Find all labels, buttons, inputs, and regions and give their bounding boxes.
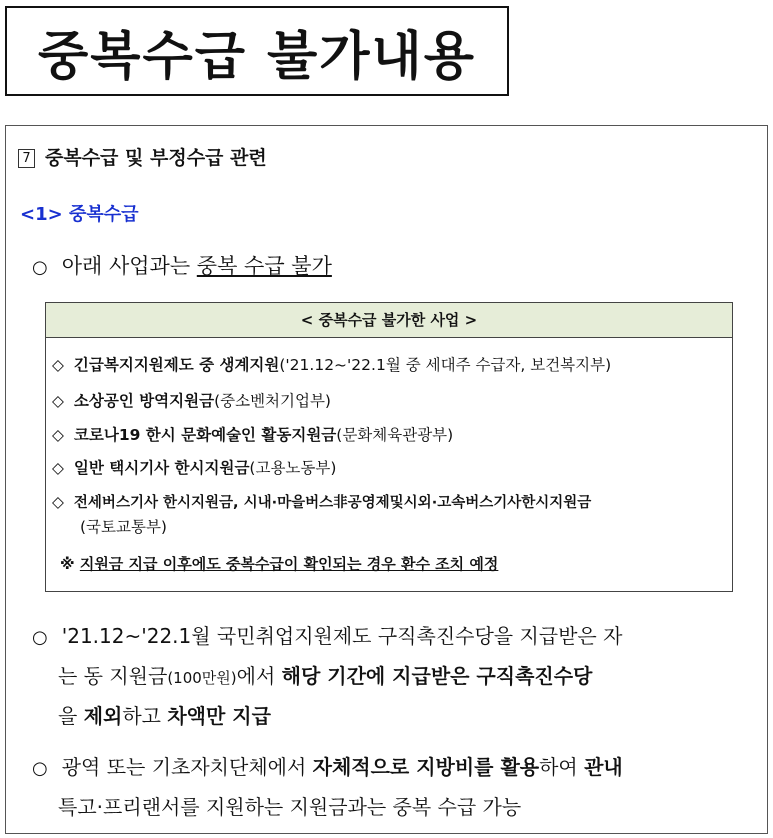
item-title: 코로나19 한시 문화예술인 활동지원금 (73, 426, 337, 444)
note-mark-icon: ※ (60, 555, 75, 573)
list-item (52, 490, 722, 539)
diamond-bullet-icon: ◇ (52, 356, 64, 374)
bullet-intro-underlined: 중복 수급 불가 (196, 254, 332, 278)
list-item (52, 423, 453, 445)
note-text: 지원금 지급 이후에도 중복수급이 확인되는 경우 환수 조치 예정 (79, 555, 499, 573)
list-item (52, 353, 611, 375)
diamond-bullet-icon: ◇ (52, 459, 64, 477)
para2-bold: 특고·프리랜서를 지원하는 지원금과는 (58, 795, 387, 819)
para1-bold: 해당 기간에 지급받은 구직촉진수당 (281, 664, 593, 688)
para1-text: 는 동 지원금 (58, 664, 168, 688)
circle-bullet-icon: ○ (32, 627, 48, 648)
diamond-bullet-icon: ◇ (52, 493, 64, 511)
table-header: < 중복수급 불가한 사업 > (46, 303, 732, 338)
title-box (5, 6, 509, 96)
para1-line2 (32, 657, 742, 697)
item-title: 일반 택시기사 한시지원금 (73, 459, 250, 477)
list-item (52, 456, 336, 478)
para2-bold: 자체적으로 지방비를 활용 (312, 755, 540, 779)
section-heading (18, 143, 267, 170)
circle-bullet-icon: ○ (32, 758, 48, 779)
para1-amount: (100만원) (167, 669, 237, 687)
restricted-programs-table (45, 302, 733, 592)
bullet-intro-prefix: 아래 사업과는 (61, 254, 197, 278)
bullet-paragraph-1 (32, 617, 742, 735)
para1-bold: 제외 (83, 704, 123, 728)
section-number-icon: 7 (18, 149, 35, 168)
circle-bullet-icon: ○ (32, 257, 48, 278)
para2-bold: 관내 (584, 755, 623, 779)
bullet-paragraph-2 (32, 748, 742, 826)
item-title: 전세버스기사 한시지원금, 시내·마을버스非공영제및시외·고속버스기사한시지원금 (73, 495, 592, 511)
para1-text: 하고 (122, 704, 168, 728)
item-detail: (고용노동부) (249, 459, 337, 477)
item-detail: (중소벤처기업부) (214, 392, 331, 410)
sub-heading: <1> 중복수급 (20, 204, 139, 225)
diamond-bullet-icon: ◇ (52, 392, 64, 410)
diamond-bullet-icon: ◇ (52, 426, 64, 444)
item-detail: (문화체육관광부) (336, 426, 454, 444)
item-title: 소상공인 방역지원금 (73, 392, 215, 410)
bullet-intro (32, 250, 332, 280)
item-detail: ('21.12~'22.1월 중 세대주 수급자, 보건복지부) (279, 356, 612, 374)
item-title: 긴급복지지원제도 중 생계지원 (73, 356, 280, 374)
para1-line3 (32, 697, 742, 735)
para2-text: 중복 수급 가능 (386, 795, 522, 819)
list-item (52, 389, 331, 411)
para2-text: 하여 (539, 755, 585, 779)
para1-text: 에서 (236, 664, 282, 688)
table-note (60, 553, 498, 574)
para2-text: 광역 또는 기초자치단체에서 (61, 755, 313, 779)
para2-line2 (32, 788, 742, 826)
page-title: 중복수급 불가내용 (38, 26, 476, 87)
para1-text: 을 (58, 704, 84, 728)
para1-bold: 차액만 지급 (167, 704, 271, 728)
para1-line1: '21.12~'22.1월 국민취업지원제도 구직촉진수당을 지급받은 자 (61, 624, 623, 648)
item-detail: (국토교통부) (80, 518, 167, 536)
section-heading-text: 중복수급 및 부정수급 관련 (45, 147, 267, 169)
